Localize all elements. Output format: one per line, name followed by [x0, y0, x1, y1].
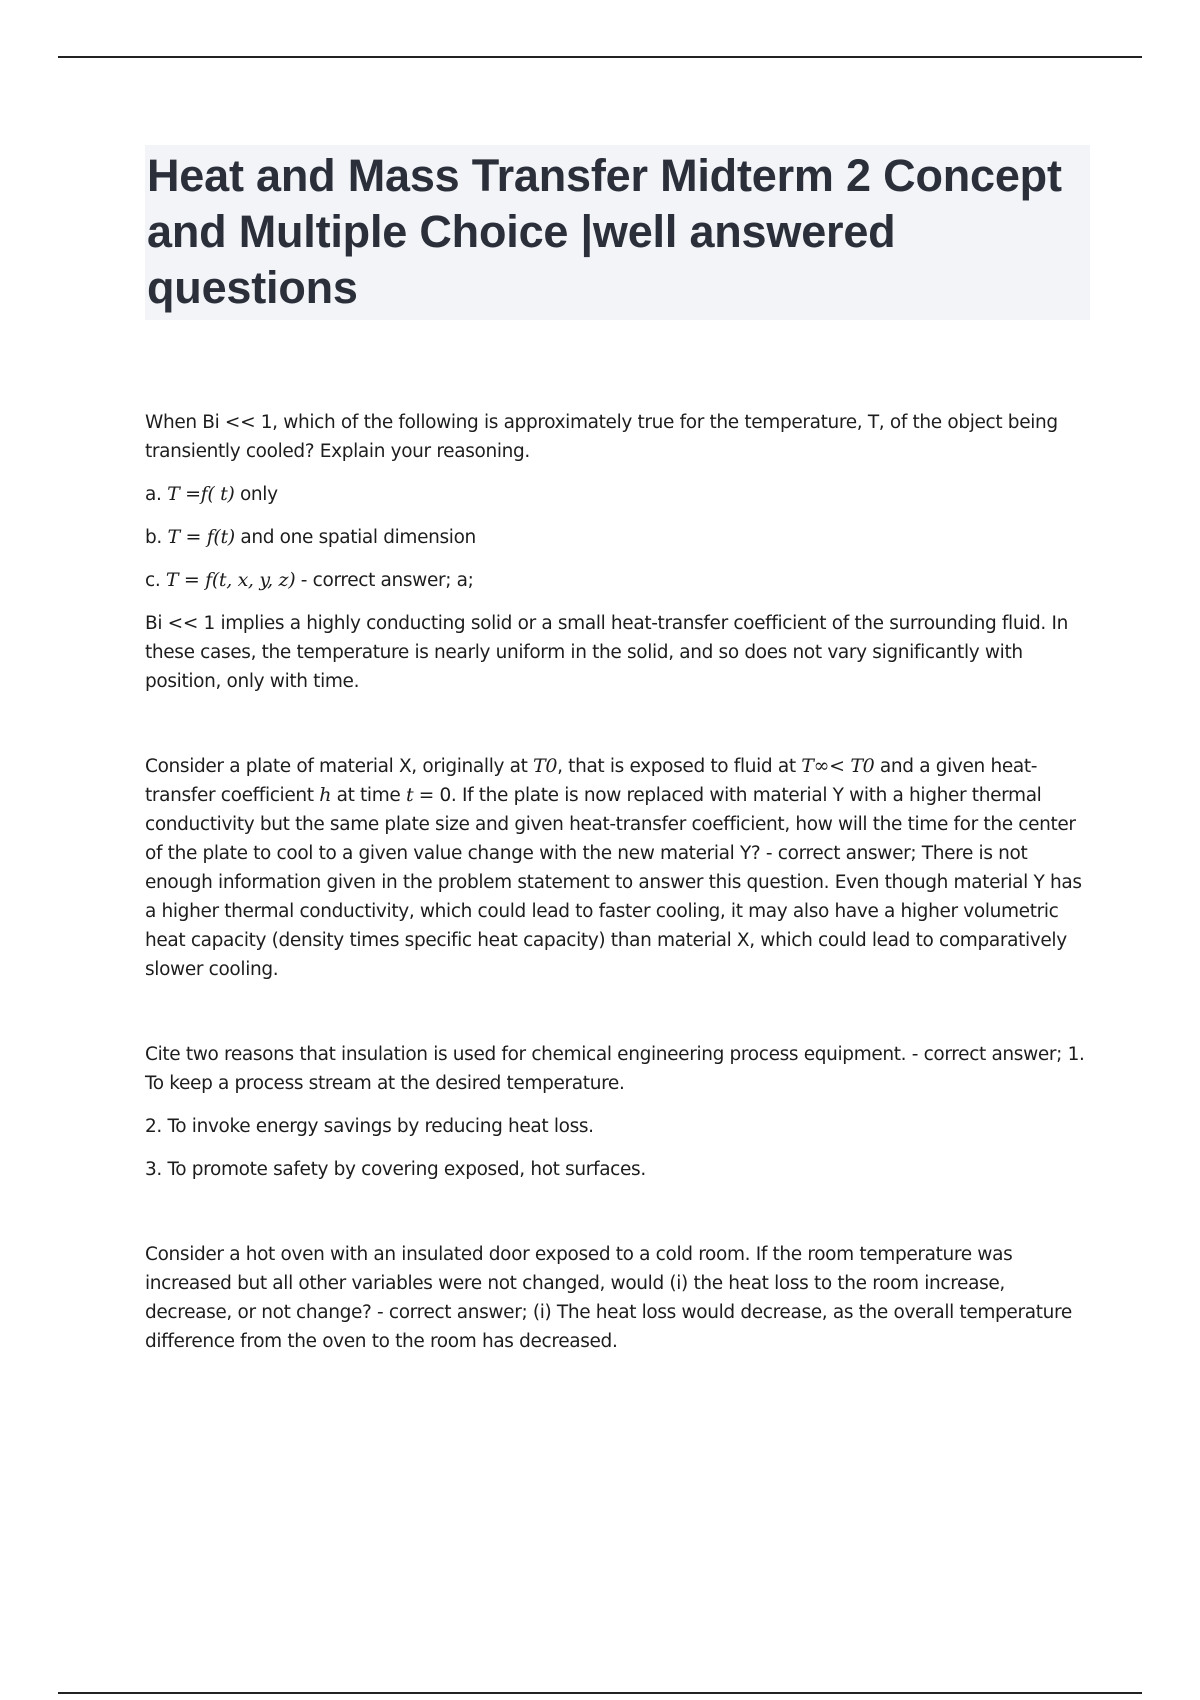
option-b	[145, 523, 1090, 552]
option-c-label: c.	[145, 570, 166, 591]
question-4	[145, 1240, 1090, 1356]
question-3	[145, 1040, 1090, 1184]
q2-part-1: Consider a plate of material X, originally at	[145, 756, 534, 777]
option-c	[145, 566, 1090, 595]
bottom-rule	[58, 1692, 1142, 1694]
q2-math-tinf: T∞< T0	[801, 755, 875, 777]
question-2-text	[145, 752, 1090, 984]
q2-part-4: at time	[331, 785, 406, 806]
q2-math-h: h	[319, 784, 332, 806]
option-a	[145, 480, 1090, 509]
q2-math-t: t	[405, 784, 414, 806]
option-b-suffix: and one spatial dimension	[234, 527, 476, 548]
q2-math-t0: T0	[533, 755, 558, 777]
option-c-formula: T = f(t, x, y, z)	[165, 569, 296, 591]
option-a-suffix: only	[234, 484, 278, 505]
question-1-text: When Bi << 1, which of the following is approximately true for the temperature, T, of the object being transiently cooled? Explain your reasoning.	[145, 412, 1058, 462]
option-c-answer: - correct answer; a;	[295, 570, 474, 591]
q2-part-5: = 0. If the plate is now replaced with material Y with a higher thermal conductivity but the same plate size and given heat-transfer coefficient, how will the time for the center of the plate to cool to a given value change with the new material Y? - correct answer; There is not enough information given in the problem statement to answer this question. Even though material Y has a higher thermal conductivity, which could lead to faster cooling, it may also have a higher volumetric heat capacity (density times specific heat capacity) than material X, which could lead to comparatively slower cooling.	[145, 785, 1082, 980]
question-1	[145, 408, 1090, 696]
option-a-label: a.	[145, 484, 168, 505]
option-a-formula: T =f( t)	[167, 483, 235, 505]
question-3-item-3: 3. To promote safety by covering exposed, hot surfaces.	[145, 1159, 646, 1180]
q2-part-2: , that is exposed to fluid at	[557, 756, 802, 777]
question-4-text: Consider a hot oven with an insulated door exposed to a cold room. If the room temperature was increased but all other variables were not changed, would (i) the heat loss to the room increase, decrease, or not change? - correct answer; (i) The heat loss would decrease, as the overall temperature difference from the oven to the room has decreased.	[145, 1244, 1072, 1352]
document-title: Heat and Mass Transfer Midterm 2 Concept and Multiple Choice |well answered questions	[147, 150, 1062, 313]
option-b-formula: T = f(t)	[167, 526, 235, 548]
q2-part-3: and a given heat-transfer coefficient	[145, 756, 1038, 806]
top-rule	[58, 56, 1142, 58]
title-box	[145, 145, 1090, 320]
question-3-item-2: 2. To invoke energy savings by reducing heat loss.	[145, 1116, 594, 1137]
option-b-label: b.	[145, 527, 168, 548]
question-1-explanation: Bi << 1 implies a highly conducting solid or a small heat-transfer coefficient of the surrounding fluid. In these cases, the temperature is nearly uniform in the solid, and so does not vary significantly with position, only with time.	[145, 613, 1068, 692]
question-2	[145, 752, 1090, 984]
question-3-text: Cite two reasons that insulation is used for chemical engineering process equipment. - correct answer; 1. To keep a process stream at the desired temperature.	[145, 1044, 1085, 1094]
document-page	[145, 145, 1090, 1412]
